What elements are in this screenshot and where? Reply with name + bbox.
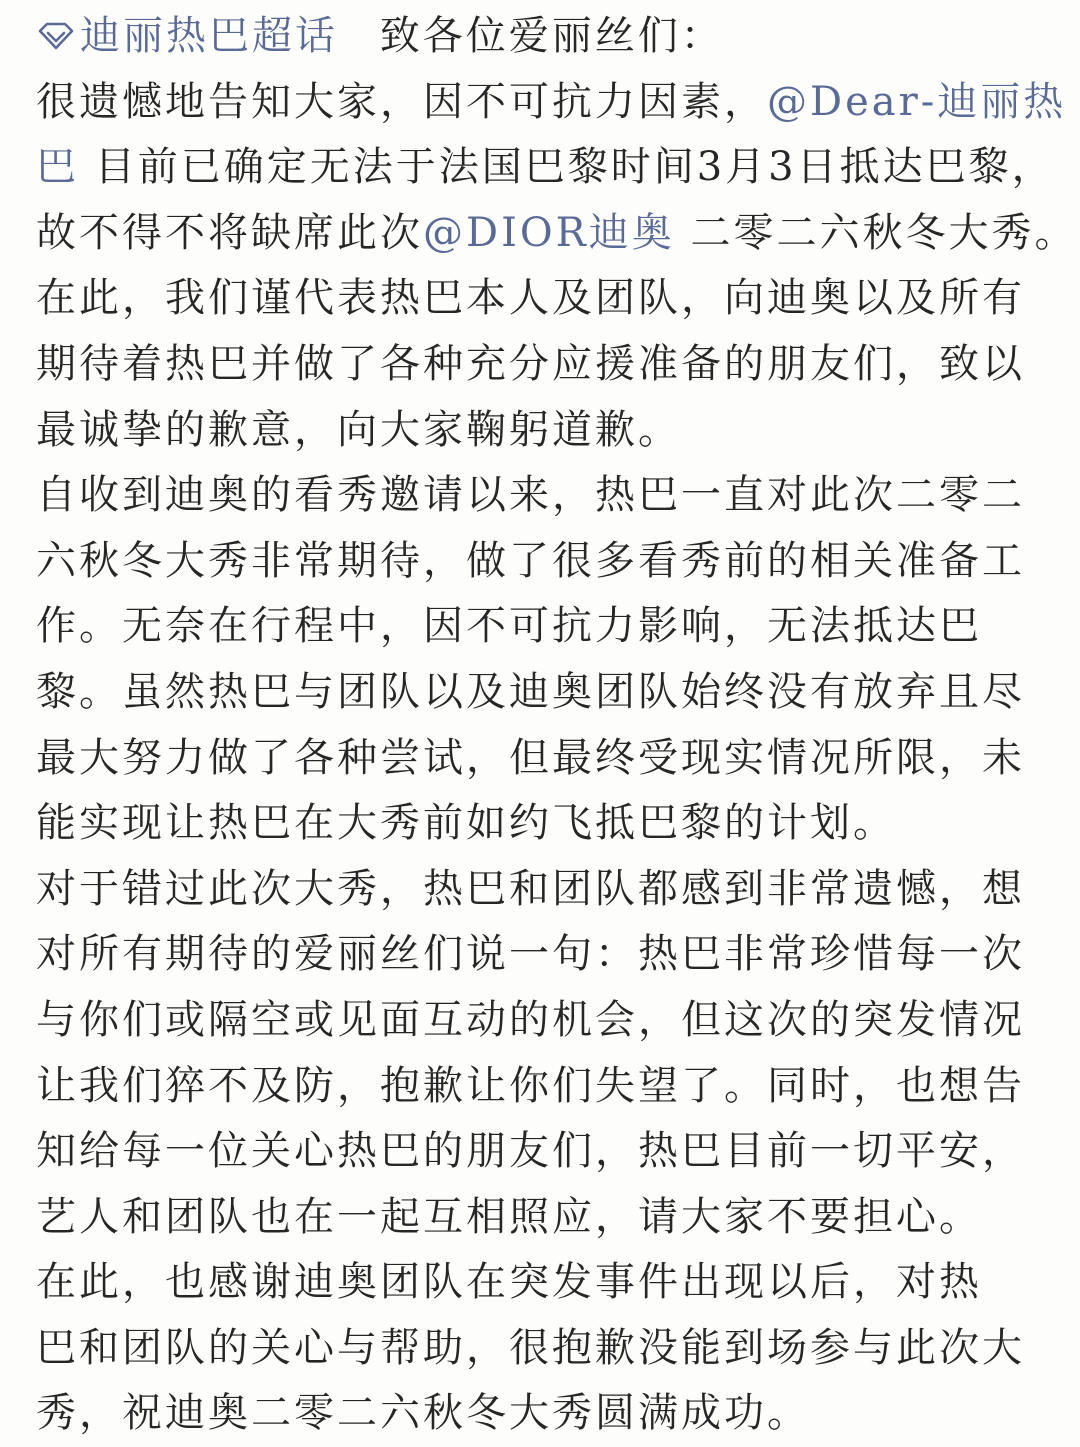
post-line: 最大努力做了各种尝试，但最终受现实情况所限，未 (36, 734, 1025, 781)
post-body (36, 4, 1078, 1447)
post-text: 故不得不将缺席此次 (36, 209, 423, 256)
post-line: 在此，也感谢迪奥团队在突发事件出现以后，对热 (36, 1259, 982, 1306)
post-line: 黎。虽然热巴与团队以及迪奥团队始终没有放弃且尽 (36, 668, 1025, 715)
super-topic-label[interactable]: 迪丽热巴超话 (80, 13, 338, 59)
post-text: 目前已确定无法于法国巴黎时间3月3日抵达巴黎， (79, 144, 1055, 191)
post-line: 作。无奈在行程中，因不可抗力影响，无法抵达巴 (36, 603, 982, 650)
mention-dior[interactable]: @DIOR迪奥 (423, 209, 675, 256)
post-line: 秀，祝迪奥二零二六秋冬大秀圆满成功。 (36, 1390, 810, 1437)
post-text: 致各位爱丽丝们： (379, 13, 724, 59)
mention-dear-dilireba-continued[interactable]: 巴 (36, 144, 79, 191)
post-line: 期待着热巴并做了各种充分应援准备的朋友们，致以 (36, 340, 1025, 387)
post-line: 能实现让热巴在大秀前如约飞抵巴黎的计划。 (36, 800, 896, 847)
post-line: 艺人和团队也在一起互相照应，请大家不要担心。 (36, 1193, 982, 1240)
post-text: 很遗憾地告知大家，因不可抗力因素， (36, 78, 767, 125)
post-line: 自收到迪奥的看秀邀请以来，热巴一直对此次二零二 (36, 472, 1025, 519)
post-line: 巴和团队的关心与帮助，很抱歉没能到场参与此次大 (36, 1324, 1025, 1371)
post-line: 在此，我们谨代表热巴本人及团队，向迪奥以及所有 (36, 275, 1025, 322)
post-line-2 (36, 70, 1067, 136)
mention-dear-dilireba[interactable]: @Dear-迪丽热 (767, 78, 1067, 125)
post-line: 与你们或隔空或见面互动的机会，但这次的突发情况 (36, 996, 1025, 1043)
post-line: 六秋冬大秀非常期待，做了很多看秀前的相关准备工 (36, 537, 1025, 584)
post-line: 对所有期待的爱丽丝们说一句：热巴非常珍惜每一次 (36, 931, 1025, 978)
post-line-3 (36, 135, 1055, 201)
post-line-1 (36, 4, 1036, 70)
post-line-4 (36, 201, 1078, 267)
post-line: 对于错过此次大秀，热巴和团队都感到非常遗憾，想 (36, 865, 1025, 912)
super-topic-diamond-icon (36, 21, 76, 51)
post-line: 知给每一位关心热巴的朋友们，热巴目前一切平安， (36, 1128, 1025, 1175)
post-line: 最诚挚的歉意，向大家鞠躬道歉。 (36, 406, 681, 453)
post-text: 二零二六秋冬大秀。 (674, 209, 1078, 256)
post-line: 让我们猝不及防，抱歉让你们失望了。同时，也想告 (36, 1062, 1025, 1109)
super-topic-link[interactable] (36, 13, 354, 59)
